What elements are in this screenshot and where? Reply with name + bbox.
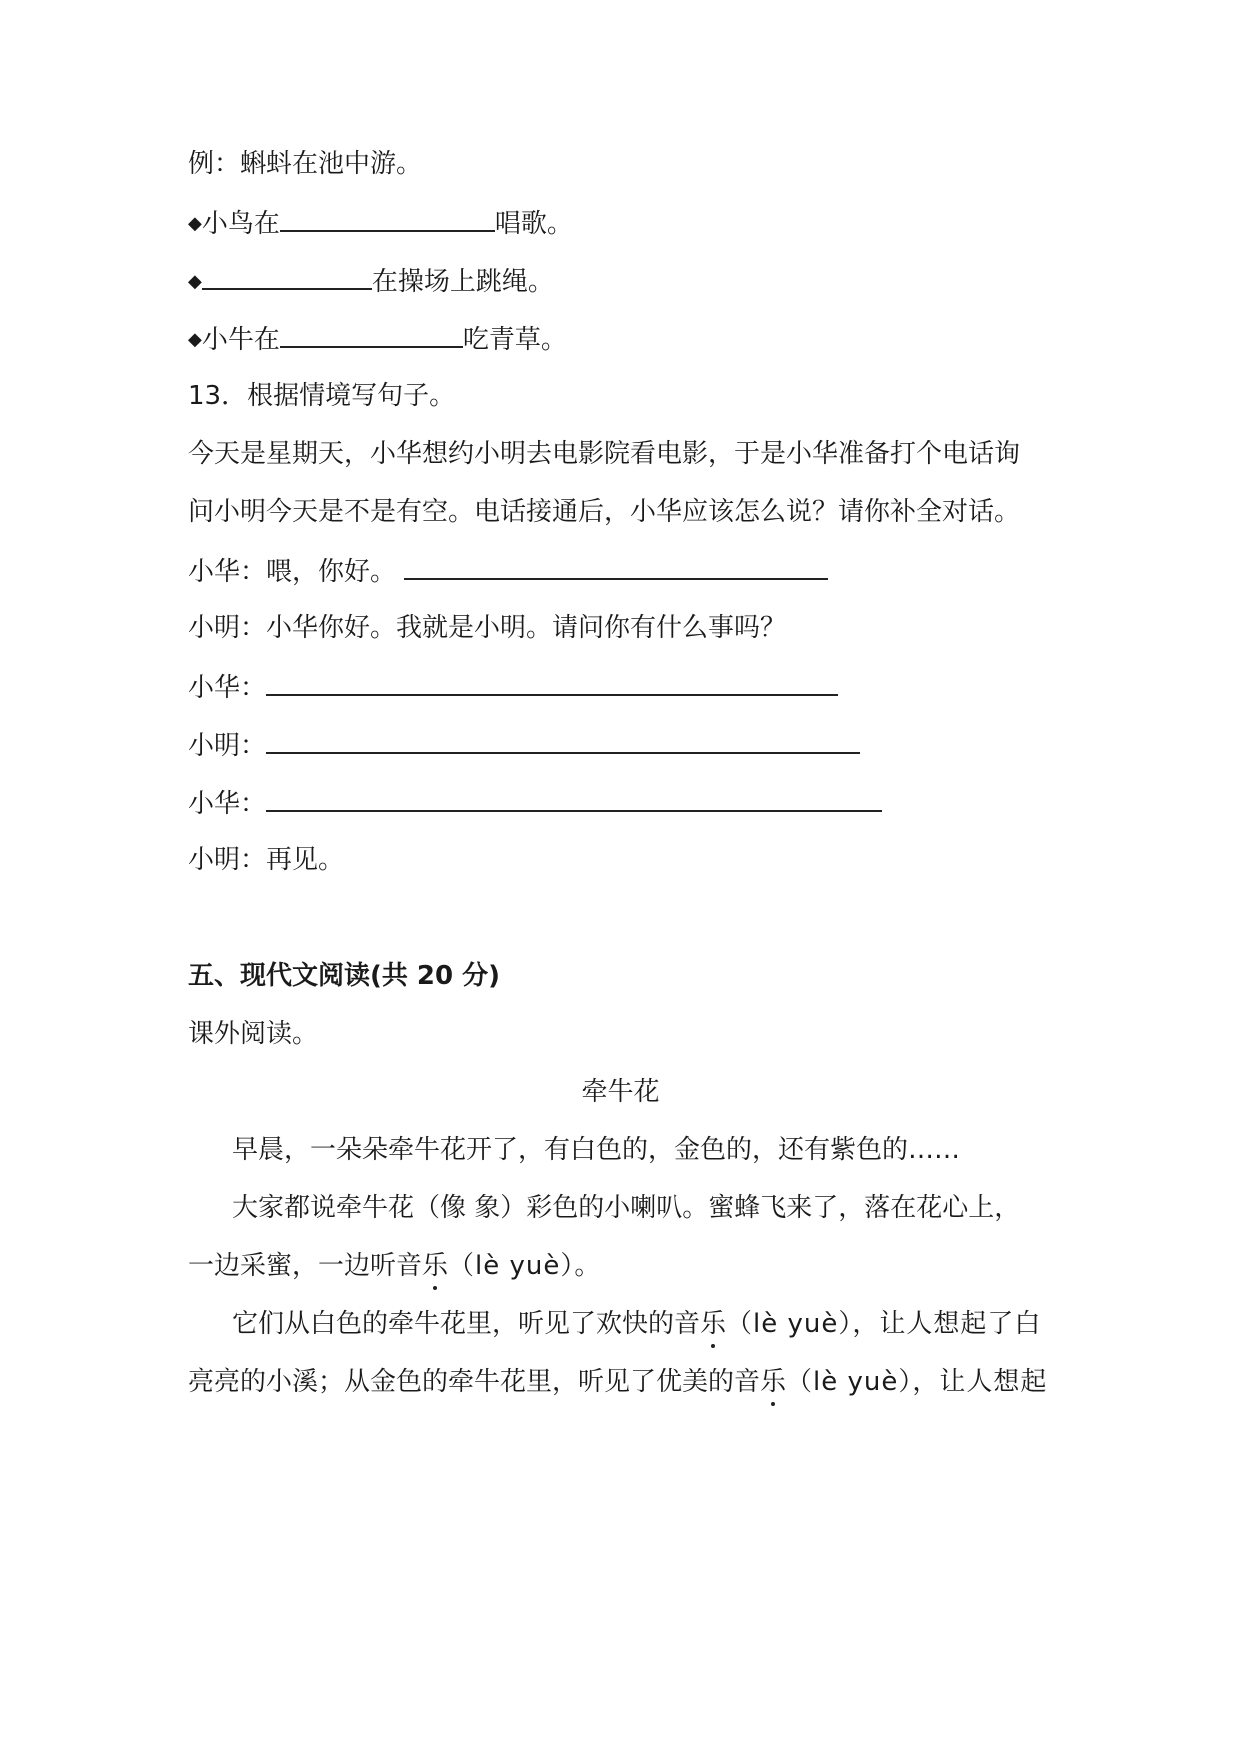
text-segment: 它们从白色的牵牛花里，听见了欢快的音 xyxy=(232,1309,701,1339)
fill-item-3 xyxy=(188,320,567,358)
speaker-label: 小华： xyxy=(188,673,267,703)
question-13-title: 13．根据情境写句子。 xyxy=(188,381,456,411)
dialogue-line-5 xyxy=(188,784,882,822)
example-sentence: 例：蝌蚪在池中游。 xyxy=(188,149,423,179)
dotted-character: 乐 xyxy=(422,1248,448,1284)
speaker-label: 小明： xyxy=(188,845,267,875)
dotted-character: 乐 xyxy=(700,1306,726,1342)
story-paragraph-2-line-2 xyxy=(188,1248,601,1284)
dialogue-text: 再见。 xyxy=(266,845,345,875)
diamond-bullet-icon: ◆ xyxy=(188,329,202,350)
fill-item-2-after: 在操场上跳绳。 xyxy=(371,267,554,297)
dialogue-blank-3[interactable] xyxy=(266,726,860,754)
dialogue-line-2 xyxy=(188,610,786,646)
dialogue-line-3 xyxy=(188,668,838,706)
story-paragraph-1: 早晨，一朵朵牵牛花开了，有白色的，金色的，还有紫色的…… xyxy=(232,1135,961,1165)
fill-item-3-before: 小牛在 xyxy=(201,325,280,355)
dialogue-blank-4[interactable] xyxy=(266,784,882,812)
pinyin-choice: （lè yuè），让人想起 xyxy=(786,1367,1048,1397)
speaker-label: 小明： xyxy=(188,731,267,761)
diamond-bullet-icon: ◆ xyxy=(188,213,202,234)
text-segment: 亮亮的小溪；从金色的牵牛花里，听见了优美的音 xyxy=(188,1367,761,1397)
story-paragraph-3-line-2 xyxy=(188,1364,1047,1400)
fill-item-1 xyxy=(188,204,573,242)
fill-item-2-blank[interactable] xyxy=(202,262,372,290)
dialogue-line-4 xyxy=(188,726,860,764)
dialogue-line-1 xyxy=(188,552,828,590)
q13-paragraph-line-2: 问小明今天是不是有空。电话接通后，小华应该怎么说？请你补全对话。 xyxy=(188,497,1021,527)
dialogue-blank-1[interactable] xyxy=(404,552,828,580)
speaker-label: 小明： xyxy=(188,613,267,643)
speaker-label: 小华： xyxy=(188,789,267,819)
pinyin-choice: （lè yuè）。 xyxy=(448,1251,602,1281)
fill-item-3-blank[interactable] xyxy=(280,320,463,348)
dialogue-text: 小华你好。我就是小明。请问你有什么事吗？ xyxy=(266,613,787,643)
fill-item-1-before: 小鸟在 xyxy=(201,209,280,239)
fill-item-2 xyxy=(188,262,554,300)
section-5-subheading: 课外阅读。 xyxy=(188,1019,319,1049)
dialogue-blank-2[interactable] xyxy=(266,668,838,696)
text-segment: 一边采蜜，一边听音 xyxy=(188,1251,423,1281)
story-paragraph-3-line-1 xyxy=(232,1306,1041,1342)
section-5-heading: 五、现代文阅读(共 20 分) xyxy=(188,961,501,991)
fill-item-1-after: 唱歌。 xyxy=(494,209,573,239)
dotted-character: 乐 xyxy=(760,1364,786,1400)
fill-item-3-after: 吃青草。 xyxy=(462,325,567,355)
pinyin-choice: （lè yuè），让人想起了白 xyxy=(726,1309,1042,1339)
speaker-label: 小华： xyxy=(188,557,267,587)
dialogue-text: 喂，你好。 xyxy=(266,557,397,587)
story-title: 牵牛花 xyxy=(581,1077,660,1107)
q13-paragraph-line-1: 今天是星期天，小华想约小明去电影院看电影，于是小华准备打个电话询 xyxy=(188,439,1021,469)
story-paragraph-2-line-1: 大家都说牵牛花（像 象）彩色的小喇叭。蜜蜂飞来了，落在花心上， xyxy=(232,1193,1021,1223)
dialogue-line-6 xyxy=(188,842,344,878)
diamond-bullet-icon: ◆ xyxy=(188,271,202,292)
fill-item-1-blank[interactable] xyxy=(280,204,495,232)
